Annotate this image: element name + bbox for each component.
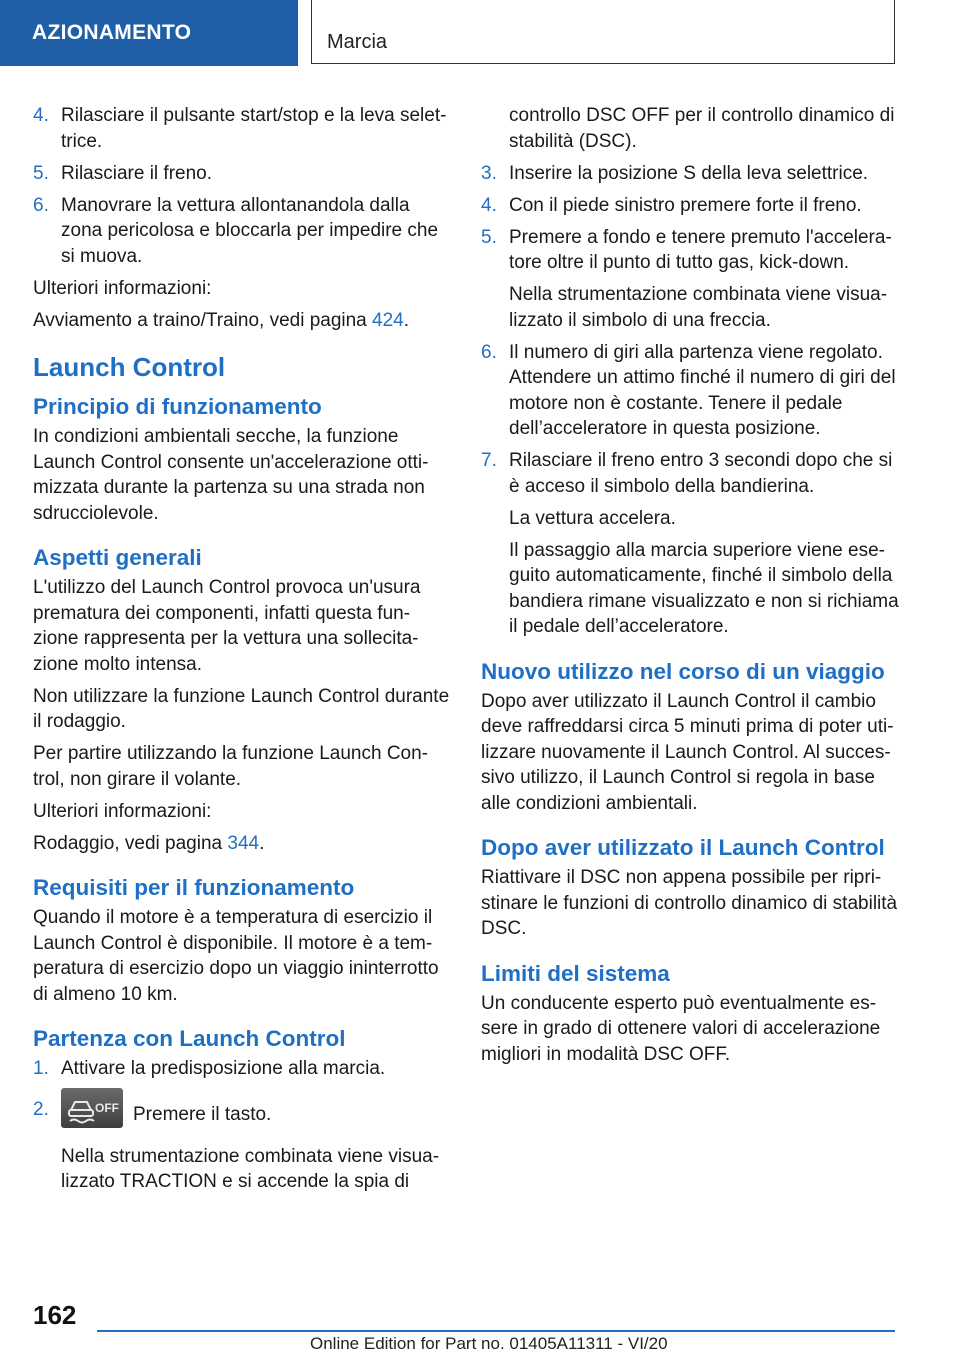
page-header: [0, 0, 960, 66]
paragraph: Nella strumentazione combinata viene visua-lizzato TRACTION e si accende la spia di: [61, 1145, 440, 1192]
list-item: 6. Il numero di giri alla partenza viene regolato. Attendere un attimo finché il numero di giri del motore non è costante. Tenere il pedale dell’acceleratore in questa posizione.: [481, 341, 896, 439]
heading-launch-control: Launch Control: [33, 352, 226, 382]
svg-text:OFF: OFF: [95, 1101, 119, 1115]
page-link-344[interactable]: 344: [227, 832, 260, 854]
heading-requisiti: Requisiti per il funzionamento: [33, 875, 355, 900]
list-item: 2. OFF Premere il tasto.: [33, 1088, 451, 1137]
paragraph: Un conducente esperto può eventualmente es-sere in grado di ottenere valori di accelerazione migliori in modalità DSC OFF.: [481, 992, 881, 1065]
heading-aspetti: Aspetti generali: [33, 545, 202, 570]
list-item: 4. Rilasciare il pulsante start/stop e la leva selet-trice.: [33, 105, 447, 152]
paragraph: Il passaggio alla marcia superiore viene ese-guito automaticamente, finché il simbolo della bandiera rimane visualizzato e non si richiama il pedale dell’acceleratore.: [509, 539, 899, 637]
paragraph: La vettura accelera.: [509, 507, 676, 529]
heading-partenza: Partenza con Launch Control: [33, 1026, 346, 1051]
heading-limiti: Limiti del sistema: [481, 960, 670, 986]
list-item: 5. Premere a fondo e tenere premuto l'accelera-tore oltre il punto di tutto gas, kick-down.: [481, 226, 892, 273]
paragraph: Non utilizzare la funzione Launch Control durante il rodaggio.: [33, 685, 450, 732]
footer-edition: Online Edition for Part no. 01405A11311 - VI/20: [310, 1334, 668, 1353]
left-column: [33, 103, 451, 1201]
paragraph: L'utilizzo del Launch Control provoca un'usura prematura dei componenti, infatti questa fun-zione rappresenta per la vettura una sollecita-zione molto intensa.: [33, 577, 421, 675]
paragraph: Quando il motore è a temperatura di esercizio il Launch Control è disponibile. Il motore è a tem-peratura di esercizio dopo un viaggio ininterrotto di almeno 10 km.: [33, 907, 439, 1005]
cross-reference: Avviamento a traino/Traino, vedi pagina 424.: [33, 309, 410, 331]
dsc-off-button-icon: [61, 1088, 123, 1128]
list-item: 7. Rilasciare il freno entro 3 secondi dopo che si è acceso il simbolo della bandierina.: [481, 450, 893, 497]
list-item: 6. Manovrare la vettura allontanandola dalla zona pericolosa e bloccarla per impedire che si muova.: [33, 194, 439, 267]
right-column: [481, 103, 899, 1074]
paragraph: Riattivare il DSC non appena possibile per ripri-stinare le funzioni di controllo dinamico di stabilità DSC.: [481, 867, 898, 939]
heading-principio: Principio di funzionamento: [33, 394, 322, 419]
paragraph: Per partire utilizzando la funzione Launch Con-trol, non girare il volante.: [33, 743, 429, 790]
paragraph: controllo DSC OFF per il controllo dinamico di stabilità (DSC).: [509, 105, 895, 152]
paragraph: Nella strumentazione combinata viene visua-lizzato il simbolo di una freccia.: [509, 284, 888, 331]
cross-reference: Rodaggio, vedi pagina 344.: [33, 832, 265, 854]
page-number: 162: [33, 1300, 77, 1330]
paragraph: Dopo aver utilizzato il Launch Control il cambio deve raffreddarsi circa 5 minuti prima di poter uti-lizzare nuovamente il Launch Control. Al succes-sivo utilizzo, il Launch Control si regola in base alle condizioni ambientali.: [481, 690, 894, 814]
chapter-title: Marcia: [311, 0, 895, 64]
heading-dopo-aver-utilizzato: Dopo aver utilizzato il Launch Control: [481, 835, 885, 860]
footer-divider: [97, 1330, 895, 1332]
info-label: Ulteriori informazioni:: [33, 277, 212, 299]
heading-nuovo-utilizzo: Nuovo utilizzo nel corso di un viaggio: [481, 658, 885, 684]
list-item: 1. Attivare la predisposizione alla marcia.: [33, 1058, 386, 1079]
paragraph: In condizioni ambientali secche, la funzione Launch Control consente un'accelerazione otti-mizzata durante la partenza su una strada non sdrucciolevole.: [33, 426, 429, 524]
page-link-424[interactable]: 424: [372, 309, 404, 331]
list-item: 4. Con il piede sinistro premere forte il freno.: [481, 194, 862, 216]
list-item: 3. Inserire la posizione S della leva selettrice.: [481, 162, 869, 184]
section-tab: AZIONAMENTO: [0, 0, 298, 66]
list-item: 5. Rilasciare il freno.: [33, 162, 212, 184]
info-label: Ulteriori informazioni:: [33, 800, 212, 822]
